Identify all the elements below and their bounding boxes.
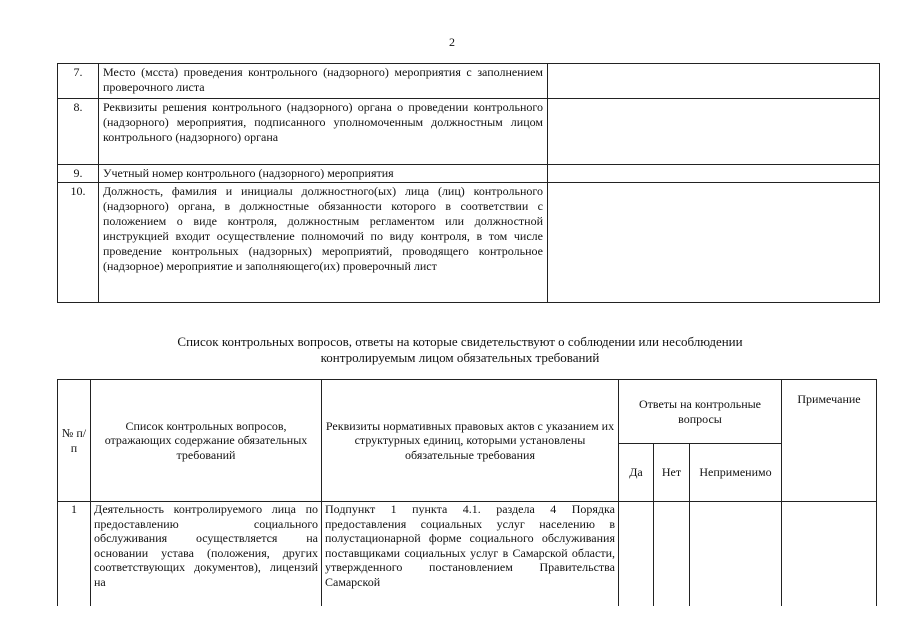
caption-line-1: Список контрольных вопросов, ответы на которые свидетельствуют о соблюдении или несоблюдении bbox=[177, 334, 743, 349]
info-row bbox=[58, 165, 880, 183]
answer-no-cell bbox=[654, 502, 690, 606]
row-number: 10. bbox=[58, 183, 99, 303]
info-row bbox=[58, 183, 880, 303]
row-number: 8. bbox=[58, 99, 99, 165]
row-text: Место (мсста) проведения контрольного (надзорного) мероприятия с заполнением проверочного листа bbox=[99, 64, 548, 99]
questions-table bbox=[57, 379, 877, 606]
header-questions: Список контрольных вопросов, отражающих содержание обязательных требований bbox=[91, 380, 322, 502]
note-cell bbox=[782, 502, 877, 606]
info-table bbox=[57, 63, 880, 303]
header-yes: Да bbox=[619, 444, 654, 502]
header-answers: Ответы на контрольные вопросы bbox=[619, 380, 782, 444]
answer-na-cell bbox=[690, 502, 782, 606]
answer-yes-cell bbox=[619, 502, 654, 606]
row-value bbox=[548, 64, 880, 99]
row-number: 9. bbox=[58, 165, 99, 183]
question-number: 1 bbox=[58, 502, 91, 606]
question-text: Деятельность контролируемого лица по предоставлению социального обслуживания осуществляется на основании устава (положения, других соответствующих документов), лицензий на bbox=[91, 502, 322, 606]
info-row bbox=[58, 99, 880, 165]
header-row bbox=[58, 380, 877, 444]
row-text: Учетный номер контрольного (надзорного) мероприятия bbox=[99, 165, 548, 183]
row-value bbox=[548, 183, 880, 303]
header-na: Неприменимо bbox=[690, 444, 782, 502]
requisites-text: Подпункт 1 пункта 4.1. раздела 4 Порядка предоставления социальных услуг населению в полустационарной форме социального обслуживания поставщиками социальных услуг в Самарской области, утвержденного постановлением Правительства Самарской bbox=[322, 502, 619, 606]
table-row bbox=[58, 502, 877, 606]
page-number: 2 bbox=[449, 35, 455, 49]
info-row bbox=[58, 64, 880, 99]
header-requisites: Реквизиты нормативных правовых актов с указанием их структурных единиц, которыми установлены обязательные требования bbox=[322, 380, 619, 502]
section-caption bbox=[90, 334, 830, 366]
caption-line-2: контролируемым лицом обязательных требований bbox=[320, 350, 600, 365]
row-text: Должность, фамилия и инициалы должностного(ых) лица (лиц) контрольного (надзорного) органа, в должностные обязанности которого в соответствии с положением о виде контроля, должностным регламентом или должностной инструкцией входит осуществление полномочий по виду контроля, в том числе проведение контрольных (надзорных) мероприятий, проводящего контрольное (надзорное) мероприятие и заполняющего(их) проверочный лист bbox=[99, 183, 548, 303]
header-note: Примечание bbox=[782, 380, 877, 502]
header-no: Нет bbox=[654, 444, 690, 502]
row-text: Реквизиты решения контрольного (надзорного) органа о проведении контрольного (надзорного) мероприятия, подписанного уполномоченным должностным лицом контрольного (надзорного) органа bbox=[99, 99, 548, 165]
row-number: 7. bbox=[58, 64, 99, 99]
row-value bbox=[548, 99, 880, 165]
row-value bbox=[548, 165, 880, 183]
header-num: № п/п bbox=[58, 380, 91, 502]
